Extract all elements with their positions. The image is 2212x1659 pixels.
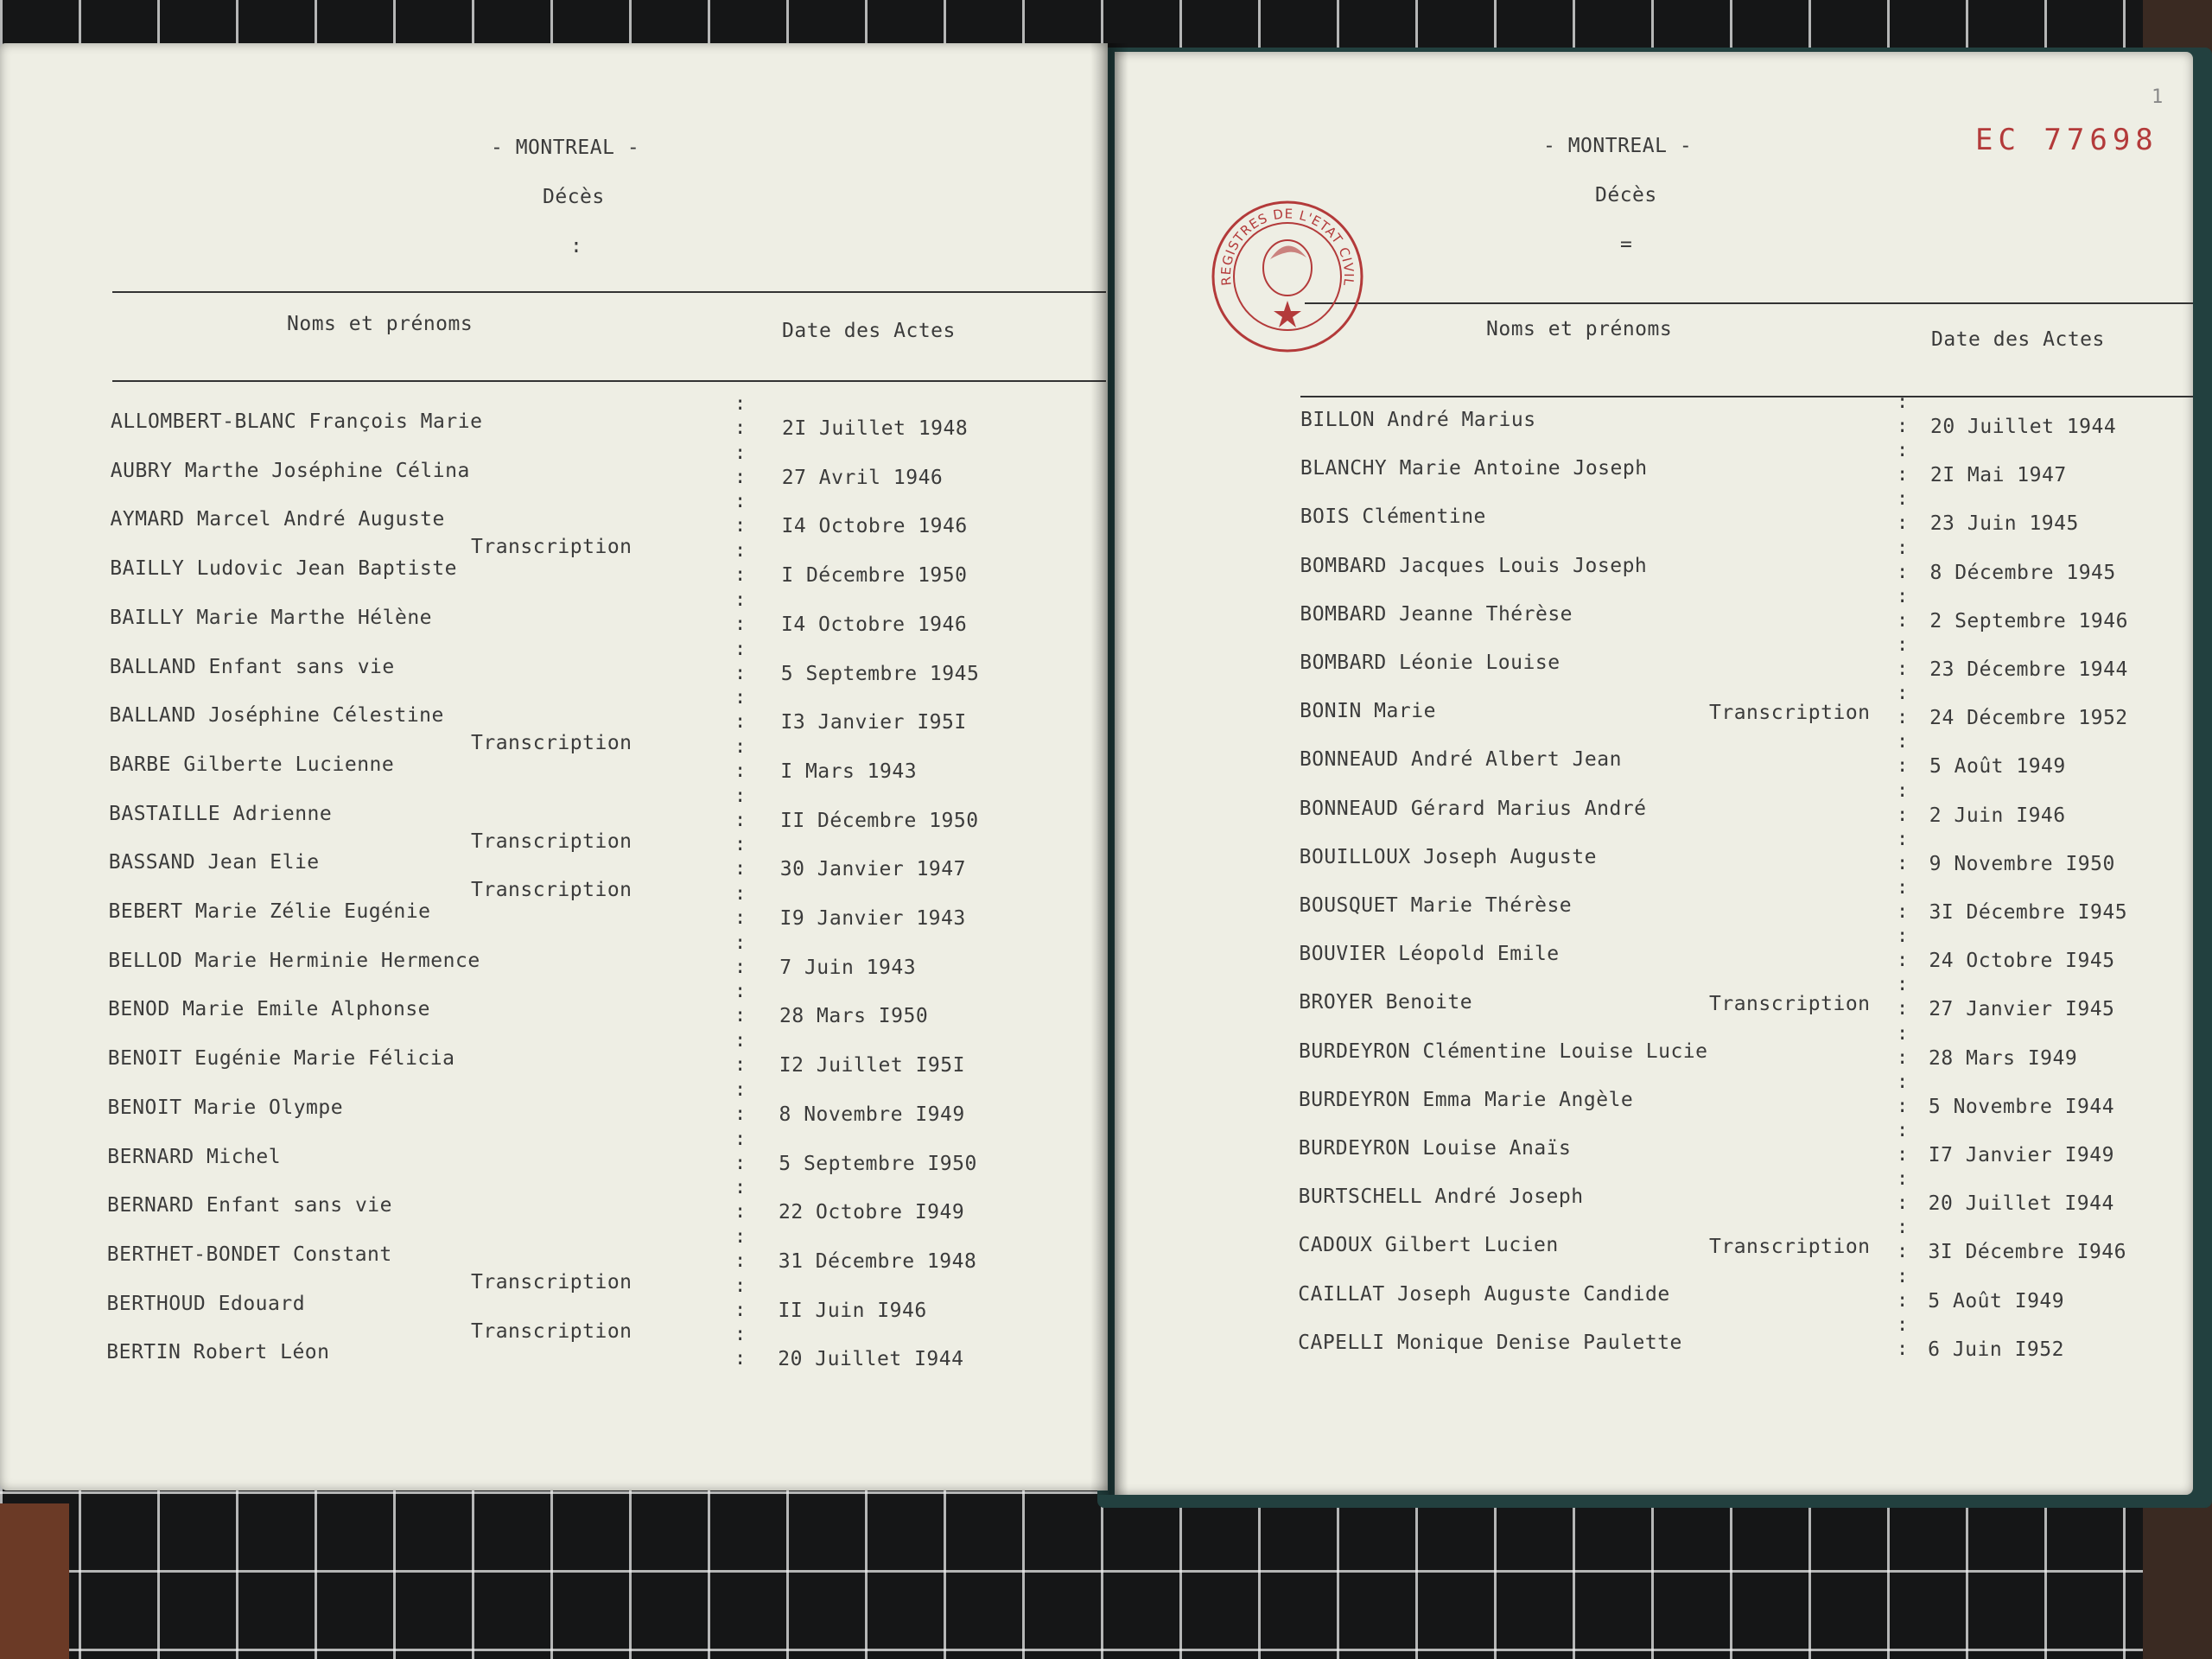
column-separator-dot: :: [1897, 391, 1909, 413]
entry-date: I Mars 1943: [780, 760, 918, 783]
entry-name: BASSAND Jean Elie: [108, 851, 320, 874]
entry-name: BERTIN Robert Léon: [106, 1341, 330, 1364]
entry-name: BERTHET-BONDET Constant: [106, 1243, 392, 1266]
column-separator-dot: :: [734, 613, 747, 635]
column-separator-dot: :: [1897, 512, 1909, 535]
entry-date: 30 Janvier 1947: [779, 858, 966, 881]
column-separator-dot: :: [734, 907, 747, 929]
column-separator-dot: :: [734, 1324, 747, 1346]
entry-name: BONIN Marie: [1300, 700, 1436, 723]
column-separator-dot: :: [1897, 755, 1909, 778]
entry-date: 2 Juin I946: [1929, 804, 2066, 827]
civil-registry-seal-stamp: [1210, 199, 1365, 354]
entry-name: BASTAILLE Adrienne: [109, 802, 333, 825]
column-separator-dot: :: [734, 1005, 747, 1027]
entry-name: CAILLAT Joseph Auguste Candide: [1298, 1282, 1670, 1306]
column-separator-dot: :: [1897, 416, 1909, 437]
column-separator-dot: :: [734, 1299, 747, 1321]
entry-name: BOUSQUET Marie Thérèse: [1299, 894, 1573, 917]
entry-name: BOMBARD Jacques Louis Joseph: [1300, 554, 1648, 577]
column-separator-dot: :: [1897, 634, 1909, 656]
entry-transcription-note: Transcription: [471, 1270, 632, 1294]
column-separator-dot: :: [734, 662, 747, 684]
column-separator-dot: :: [1897, 1022, 1909, 1045]
entry-name: ALLOMBERT-BLANC François Marie: [111, 410, 483, 433]
entry-name: BROYER Benoite: [1299, 991, 1473, 1014]
column-separator-dot: :: [734, 1274, 747, 1297]
column-separator-dot: :: [734, 1128, 747, 1150]
entry-date: 24 Décembre 1952: [1929, 707, 2128, 730]
column-separator-dot: :: [734, 834, 747, 856]
entry-date: 23 Décembre 1944: [1929, 658, 2128, 681]
entry-date: 28 Mars I949: [1929, 1046, 2078, 1070]
entry-name: BONNEAUD André Albert Jean: [1299, 748, 1622, 772]
entry-date: 5 Novembre I944: [1928, 1095, 2115, 1118]
column-separator-dot: :: [734, 466, 747, 488]
entry-date: I4 Octobre 1946: [781, 515, 968, 538]
column-separator-dot: :: [734, 588, 747, 611]
entry-date: 8 Décembre 1945: [1929, 561, 2116, 584]
entry-date: 9 Novembre I950: [1929, 852, 2115, 875]
entry-date: I7 Janvier I949: [1928, 1144, 2114, 1166]
entry-transcription-note: Transcription: [471, 1319, 632, 1343]
column-separator-dot: :: [734, 1348, 747, 1370]
entry-date: I3 Janvier I95I: [780, 711, 967, 734]
entry-date: 20 Juillet 1944: [1930, 416, 2117, 438]
left-page: [0, 43, 1108, 1491]
column-separator-dot: :: [734, 442, 747, 464]
right-col-header-dates: Date des Actes: [1931, 328, 2105, 351]
star-icon: [1274, 301, 1301, 327]
column-separator-dot: :: [734, 760, 747, 782]
column-separator-dot: :: [1897, 1144, 1909, 1166]
right-page-city: - MONTREAL -: [1543, 135, 1693, 157]
entry-date: 20 Juillet I944: [1928, 1192, 2114, 1216]
column-separator-dot: :: [734, 1103, 747, 1125]
column-separator-dot: :: [734, 1201, 747, 1224]
column-separator-dot: :: [734, 491, 747, 513]
left-col-header-dates: Date des Actes: [782, 320, 956, 342]
entry-name: BELLOD Marie Herminie Hermence: [108, 949, 480, 972]
column-separator-dot: :: [1897, 1217, 1909, 1239]
column-separator-dot: :: [1897, 1265, 1909, 1287]
column-separator-dot: :: [734, 564, 747, 587]
entry-name: BURDEYRON Clémentine Louise Lucie: [1299, 1039, 1708, 1063]
column-separator-dot: :: [734, 393, 747, 415]
column-separator-dot: :: [734, 1177, 747, 1199]
entry-date: II Décembre 1950: [780, 809, 979, 832]
entry-date: 7 Juin 1943: [779, 956, 917, 979]
column-separator-dot: :: [1897, 998, 1909, 1020]
column-separator-dot: :: [734, 1225, 747, 1248]
entry-date: 22 Octobre I949: [779, 1201, 965, 1224]
column-separator-dot: :: [1897, 731, 1909, 753]
entry-date: 5 Septembre I950: [779, 1152, 977, 1175]
column-separator-dot: :: [1897, 609, 1909, 632]
left-page-mark: :: [570, 235, 583, 257]
left-col-header-names: Noms et prénoms: [287, 313, 474, 335]
column-separator-dot: :: [1897, 464, 1909, 486]
entry-date: II Juin I946: [778, 1299, 927, 1322]
entry-date: 2 Septembre 1946: [1929, 609, 2128, 632]
entry-date: 31 Décembre 1948: [778, 1249, 977, 1273]
entry-date: 5 Août 1949: [1929, 755, 2066, 779]
column-separator-dot: :: [734, 1152, 747, 1174]
column-separator-dot: :: [1897, 1168, 1909, 1191]
column-separator-dot: :: [734, 883, 747, 905]
column-separator-dot: :: [734, 687, 747, 709]
entry-date: 2I Juillet 1948: [782, 417, 969, 440]
entry-name: BEBERT Marie Zélie Eugénie: [108, 900, 431, 923]
entry-name: AUBRY Marthe Joséphine Célina: [110, 459, 470, 482]
column-separator-dot: :: [1897, 561, 1909, 583]
entry-name: BALLAND Joséphine Célestine: [109, 704, 444, 728]
entry-name: BOMBARD Jeanne Thérèse: [1300, 602, 1573, 626]
entry-date: 2I Mai 1947: [1929, 464, 2067, 487]
entry-date: 5 Septembre 1945: [780, 662, 980, 685]
entry-name: BURDEYRON Emma Marie Angèle: [1298, 1088, 1634, 1111]
column-separator-dot: :: [1897, 488, 1909, 511]
column-separator-dot: :: [1897, 1046, 1909, 1069]
column-separator-dot: :: [1897, 877, 1909, 899]
column-separator-dot: :: [1897, 1313, 1909, 1336]
entry-date: 8 Novembre I949: [779, 1103, 965, 1126]
column-separator-dot: :: [734, 1054, 747, 1077]
column-separator-dot: :: [1897, 440, 1909, 462]
entry-name: CAPELLI Monique Denise Paulette: [1298, 1331, 1682, 1354]
entry-transcription-note: Transcription: [471, 879, 632, 902]
header-bottom-rule: [112, 380, 1106, 382]
entry-name: BARBE Gilberte Lucienne: [109, 753, 395, 776]
column-separator-dot: :: [1897, 828, 1909, 850]
folio-number: 1: [2152, 86, 2164, 108]
column-separator-dot: :: [1897, 1338, 1909, 1360]
entry-transcription-note: Transcription: [1709, 993, 1871, 1016]
column-separator-dot: :: [1897, 585, 1909, 607]
entry-name: BURDEYRON Louise Anaïs: [1298, 1137, 1572, 1160]
entry-name: BOIS Clémentine: [1300, 505, 1486, 529]
entry-date: 23 Juin 1945: [1929, 512, 2079, 536]
column-separator-dot: :: [734, 638, 747, 660]
entry-name: BONNEAUD Gérard Marius André: [1299, 797, 1647, 820]
entry-name: BURTSCHELL André Joseph: [1298, 1185, 1584, 1209]
right-page-section: Décès: [1595, 184, 1657, 207]
seal-text: REGISTRES DE L'ETAT CIVIL: [1217, 206, 1357, 288]
entry-name: BERTHOUD Edouard: [106, 1292, 306, 1315]
right-page-mark: =: [1620, 233, 1633, 256]
column-separator-dot: :: [1897, 1120, 1909, 1141]
column-separator-dot: :: [1897, 925, 1909, 948]
entry-name: BENOIT Eugénie Marie Félicia: [107, 1047, 455, 1071]
entry-name: BAILLY Marie Marthe Hélène: [110, 606, 433, 629]
column-separator-dot: :: [734, 809, 747, 831]
entry-name: BERNARD Michel: [107, 1145, 282, 1168]
entry-name: BOUILLOUX Joseph Auguste: [1299, 845, 1597, 868]
entry-name: BOUVIER Léopold Emile: [1299, 943, 1560, 966]
column-separator-dot: :: [1897, 658, 1909, 680]
column-separator-dot: :: [734, 981, 747, 1003]
column-separator-dot: :: [734, 858, 747, 880]
column-separator-dot: :: [1897, 779, 1909, 802]
column-separator-dot: :: [734, 417, 747, 439]
column-separator-dot: :: [734, 1030, 747, 1052]
entry-transcription-note: Transcription: [471, 732, 632, 755]
entry-date: 6 Juin I952: [1928, 1338, 2064, 1361]
column-separator-dot: :: [1897, 1095, 1909, 1117]
column-separator-dot: :: [1897, 707, 1909, 729]
entry-date: 5 Août I949: [1928, 1289, 2065, 1313]
column-separator-dot: :: [1897, 537, 1909, 559]
column-separator-dot: :: [734, 711, 747, 734]
column-separator-dot: :: [734, 931, 747, 954]
column-separator-dot: :: [734, 1078, 747, 1101]
header-top-rule: [112, 291, 1106, 293]
header-bottom-rule: [1300, 396, 2193, 397]
entry-date: 27 Janvier I945: [1929, 998, 2115, 1021]
right-col-header-names: Noms et prénoms: [1486, 318, 1673, 340]
entry-name: AYMARD Marcel André Auguste: [110, 508, 445, 531]
left-page-section: Décès: [543, 186, 605, 208]
entry-date: 20 Juillet I944: [778, 1348, 964, 1371]
entry-name: BERNARD Enfant sans vie: [107, 1194, 392, 1217]
column-separator-dot: :: [734, 785, 747, 807]
column-separator-dot: :: [1897, 950, 1909, 972]
entry-name: BENOD Marie Emile Alphonse: [108, 998, 431, 1021]
header-top-rule: [1305, 302, 2193, 304]
column-separator-dot: :: [1897, 804, 1909, 826]
entry-name: CADOUX Gilbert Lucien: [1298, 1234, 1559, 1257]
entry-transcription-note: Transcription: [471, 536, 632, 559]
left-page-city: - MONTREAL -: [491, 137, 640, 159]
column-separator-dot: :: [734, 540, 747, 563]
entry-name: BILLON André Marius: [1300, 409, 1536, 431]
entry-transcription-note: Transcription: [1709, 702, 1871, 725]
book-gutter: [1090, 43, 1128, 1495]
entry-date: I4 Octobre 1946: [781, 613, 968, 636]
column-separator-dot: :: [1897, 901, 1909, 923]
entry-name: BALLAND Enfant sans vie: [109, 655, 395, 678]
column-separator-dot: :: [1897, 1289, 1909, 1312]
column-separator-dot: :: [1897, 683, 1909, 705]
entry-date: I9 Janvier 1943: [779, 907, 966, 930]
entry-date: I2 Juillet I95I: [779, 1054, 965, 1077]
entry-name: BLANCHY Marie Antoine Joseph: [1300, 457, 1648, 480]
entry-date: 3I Décembre I945: [1929, 901, 2128, 924]
entry-date: 28 Mars I950: [779, 1005, 929, 1028]
entry-name: BAILLY Ludovic Jean Baptiste: [110, 557, 457, 581]
register-number-stamp: EC 77698: [1975, 123, 2158, 157]
entry-transcription-note: Transcription: [471, 830, 632, 853]
entry-date: 24 Octobre I945: [1929, 950, 2115, 973]
entry-date: 3I Décembre I946: [1928, 1241, 2126, 1264]
column-separator-dot: :: [734, 956, 747, 978]
column-separator-dot: :: [734, 1249, 747, 1272]
entry-name: BOMBARD Léonie Louise: [1300, 652, 1560, 674]
entry-date: 27 Avril 1946: [781, 466, 944, 489]
column-separator-dot: :: [1897, 974, 1909, 996]
entry-date: I Décembre 1950: [781, 564, 968, 588]
column-separator-dot: :: [1897, 1241, 1909, 1263]
entry-transcription-note: Transcription: [1709, 1236, 1871, 1259]
column-separator-dot: :: [1897, 1071, 1909, 1093]
column-separator-dot: :: [1897, 852, 1909, 874]
table-surface: [0, 1503, 69, 1659]
column-separator-dot: :: [1897, 1192, 1909, 1215]
entry-name: BENOIT Marie Olympe: [107, 1096, 344, 1119]
column-separator-dot: :: [734, 515, 747, 537]
column-separator-dot: :: [734, 735, 747, 758]
